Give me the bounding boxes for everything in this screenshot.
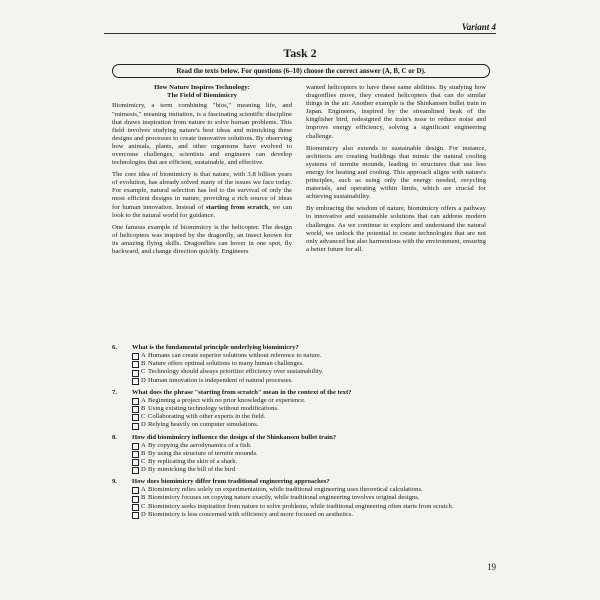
option-letter: C [141, 502, 146, 510]
option-text: Beginning a project with no prior knowledge or experience. [148, 396, 306, 404]
question-text: How does biomimicry differ from traditional engineering approaches? [132, 478, 330, 486]
option-text: Biomimicry seeks inspiration from nature to solve problems, while traditional engineering often starts from scratch. [148, 502, 454, 510]
answer-option[interactable] [112, 494, 492, 502]
page-number: 19 [487, 562, 496, 572]
question-7 [112, 389, 492, 430]
option-letter: D [141, 421, 146, 429]
option-text: Nature offers optimal solutions to many human challenges. [148, 360, 304, 368]
checkbox-icon[interactable] [132, 370, 139, 377]
article-title [112, 84, 292, 100]
checkbox-icon[interactable] [132, 414, 139, 421]
article-column-left [112, 84, 292, 260]
checkbox-icon[interactable] [132, 459, 139, 466]
option-text: Technology should always prioritize efficiency over sustainability. [148, 368, 324, 376]
option-letter: B [141, 494, 146, 502]
option-letter: C [141, 368, 146, 376]
paragraph: Biomimicry also extends to sustainable design. For instance, architects are creating buildings that mimic the natural cooling systems of termite mounds, leading to structures that use less energy for heating and cooling. This approach aligns with nature's principles, such as using only the energy needed, recycling materials, and operating within limits, which are crucial for achieving sustainability. [306, 144, 486, 201]
checkbox-icon[interactable] [132, 398, 139, 405]
option-text: By copying the aerodynamics of a fish. [148, 441, 252, 449]
checkbox-icon[interactable] [132, 423, 139, 430]
answer-option[interactable] [112, 421, 492, 429]
question-8 [112, 434, 492, 475]
question-number: 8. [112, 433, 117, 441]
option-text: By using the structure of termite mounds. [148, 449, 258, 457]
article-title-line1: How Nature Inspires Technology: [154, 84, 250, 91]
option-text: Biomimicry is less concerned with efficiency and more focused on aesthetics. [148, 510, 354, 518]
paragraph-core-idea [112, 171, 292, 220]
answer-option[interactable] [112, 486, 492, 494]
checkbox-icon[interactable] [132, 496, 139, 503]
question-text: How did biomimicry influence the design of the Shinkansen bullet train? [132, 433, 337, 441]
core-text-bold: starting from scratch [205, 203, 269, 211]
checkbox-icon[interactable] [132, 443, 139, 450]
option-text: Biomimicry relies solely on experimentation, while traditional engineering uses theoretical calculations. [148, 486, 423, 494]
option-letter: A [141, 396, 146, 404]
question-text: What is the fundamental principle underlying biomimicry? [132, 344, 299, 351]
option-letter: D [141, 510, 146, 518]
checkbox-icon[interactable] [132, 512, 139, 519]
answer-option[interactable] [112, 442, 492, 450]
question-number: 6. [112, 344, 117, 351]
option-letter: B [141, 449, 146, 457]
instruction-box: Read the texts below. For questions (6–10) choose the correct answer (A, B, C or D). [112, 64, 490, 78]
checkbox-icon[interactable] [132, 467, 139, 474]
paragraph: Biomimicry, a term combining "bios," meaning life, and "mimesis," meaning imitation, is a fascinating scientific discipline that draws inspiration from nature to solve human problems. This field involves studying nature's best ideas and mimicking these designs and processes to create innovative solutions. By observing how animals, plants, and other organisms have evolved to overcome challenges, scientists and engineers can develop technologies that are efficient, sustainable, and effective. [112, 102, 292, 167]
question-header [112, 434, 492, 442]
option-letter: A [141, 352, 146, 359]
checkbox-icon[interactable] [132, 378, 139, 385]
checkbox-icon[interactable] [132, 361, 139, 368]
question-header [112, 478, 492, 486]
core-text-before: The core idea of biomimicry is that nature, with 3.8 billion years of evolution, has already solved many of the issues we face today. For example, natural selection has led to the survival of only the most efficient designs in nature, providing a rich source of ideas for human innovation. Instead of [112, 171, 292, 211]
option-text: Using existing technology without modifications. [148, 404, 279, 412]
variant-label: Variant 4 [461, 22, 496, 32]
checkbox-icon[interactable] [132, 504, 139, 511]
option-letter: A [141, 441, 146, 449]
paragraph: By embracing the wisdom of nature, biomimicry offers a pathway to innovative and sustainable solutions that can address modern challenges. As we continue to explore and understand the natural world, we unlock the potential to create technologies that are not only advanced but also harmonious with the environment, ensuring a better future for all. [306, 205, 486, 253]
answer-option[interactable] [112, 450, 492, 458]
option-text: Relying heavily on computer simulations. [148, 421, 259, 429]
option-letter: B [141, 360, 146, 368]
article-title-line2: The Field of Biomimicry [166, 92, 238, 100]
question-number: 9. [112, 478, 117, 486]
checkbox-icon[interactable] [132, 487, 139, 494]
option-text: Human innovation is independent of natural processes. [148, 376, 293, 384]
checkbox-icon[interactable] [132, 406, 139, 413]
header-rule [104, 33, 496, 34]
option-text: By mimicking the bill of the bird [148, 466, 236, 474]
question-header [112, 389, 492, 397]
question-9 [112, 478, 492, 519]
option-letter: D [141, 376, 146, 384]
answer-option[interactable] [112, 352, 492, 360]
answer-option[interactable] [112, 511, 492, 519]
answer-option[interactable] [112, 377, 492, 385]
answer-option[interactable] [112, 503, 492, 511]
paragraph: One famous example of biomimicry is the helicopter. The design of helicopters was inspired by the dragonfly, an insect known for its amazing flying skills. Dragonflies can hover in one spot, fly backward, and change direction quickly. Engineers [112, 223, 292, 255]
question-header [112, 344, 492, 352]
core-text-after: , we can look to the natural world for guidance. [112, 203, 292, 219]
option-letter: A [141, 486, 146, 494]
option-text: Collaborating with other experts in the field. [148, 413, 266, 421]
task-title: Task 2 [283, 46, 317, 60]
checkbox-icon[interactable] [132, 353, 139, 360]
questions-section [112, 344, 492, 523]
article-column-right [306, 84, 486, 258]
paragraph: wanted helicopters to have these same abilities. By studying how dragonflies move, they created helicopters that can do similar things in the air. Another example is the Shinkansen bullet train in Japan. Engineers, inspired by the streamlined beak of the kingfisher bird, redesigned the train's nose to reduce noise and improve energy efficiency, solving a significant engineering challenge. [306, 84, 486, 140]
answer-option[interactable] [112, 368, 492, 376]
answer-option[interactable] [112, 360, 492, 368]
question-number: 7. [112, 388, 117, 396]
option-letter: C [141, 457, 146, 465]
answer-option[interactable] [112, 413, 492, 421]
answer-option[interactable] [112, 466, 492, 474]
option-letter: D [141, 466, 146, 474]
answer-option[interactable] [112, 458, 492, 466]
answer-option[interactable] [112, 405, 492, 413]
question-text: What does the phrase "starting from scratch" mean in the context of the text? [132, 388, 352, 396]
checkbox-icon[interactable] [132, 451, 139, 458]
answer-option[interactable] [112, 397, 492, 405]
option-text: Humans can create superior solutions without reference to nature. [148, 352, 322, 359]
option-text: Biomimicry focuses on copying nature exactly, while traditional engineering involves original designs. [148, 494, 420, 502]
option-text: By replicating the skin of a shark. [148, 457, 238, 465]
option-letter: C [141, 413, 146, 421]
option-letter: B [141, 404, 146, 412]
question-6 [112, 344, 492, 385]
